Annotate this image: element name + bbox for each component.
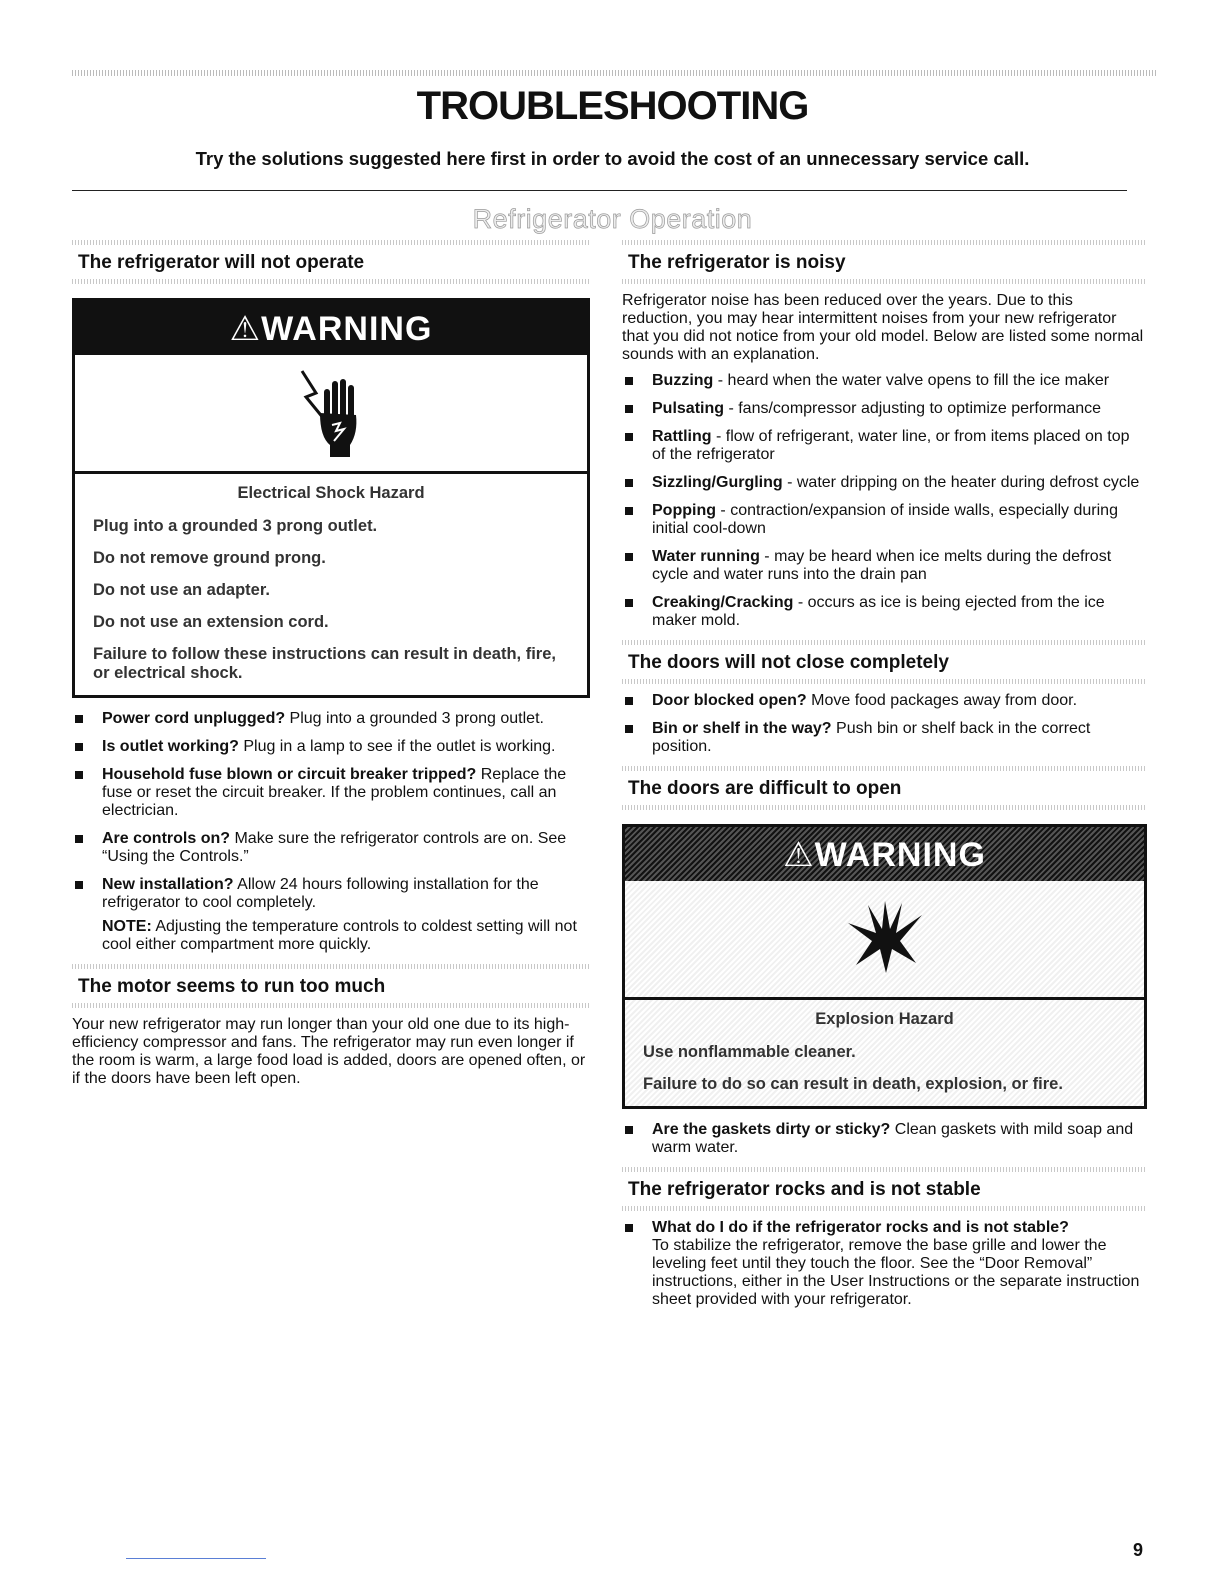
warning-icon-area [625, 881, 1144, 1000]
subhead-label: The refrigerator rocks and is not stable [628, 1179, 981, 1200]
list-item [622, 720, 1147, 756]
item-lead: Popping [652, 502, 716, 519]
warning-line: Failure to do so can result in death, explosion, or fire. [643, 1075, 1063, 1093]
item-lead: Are controls on? [102, 830, 231, 847]
list-item [622, 474, 1147, 492]
subhead-doors-open [622, 766, 1147, 810]
item-text: Clean gaskets with mild soap and warm water. [652, 1121, 1134, 1156]
warning-line: Use nonflammable cleaner. [643, 1043, 856, 1061]
subhead-label: The doors will not close completely [628, 652, 949, 673]
subhead-not-operate [72, 240, 590, 284]
list-item [72, 876, 590, 954]
right-column [622, 240, 1147, 1319]
list-item [622, 372, 1147, 390]
item-lead: What do I do if the refrigerator rocks and is not stable? [652, 1219, 1069, 1236]
item-lead: Is outlet working? [102, 738, 239, 755]
item-lead: Power cord unplugged? [102, 710, 286, 727]
header-rule [72, 190, 1127, 191]
page-subtitle: Try the solutions suggested here first in order to avoid the cost of an unnecessary service call. [195, 148, 1030, 169]
note-text: Adjusting the temperature controls to coldest setting will not cool either compartment more quickly. [102, 918, 577, 953]
item-text: Plug in a lamp to see if the outlet is working. [238, 738, 556, 755]
subhead-noisy [622, 240, 1147, 284]
list-item [622, 502, 1147, 538]
warning-text [75, 474, 587, 695]
item-text: - water dripping on the heater during defrost cycle [782, 474, 1140, 491]
motor-body: Your new refrigerator may run longer than your old one due to its high-efficiency compressor and fans. The refrigerator may run even longer if the room is warm, a large food load is added, doors are opened often, or if the doors have been left open. [72, 1016, 586, 1087]
warning-line: Plug into a grounded 3 prong outlet. [93, 517, 378, 535]
item-text: - fans/compressor adjusting to optimize performance [724, 400, 1102, 417]
note-lead: NOTE: [102, 918, 152, 935]
bullet-list-not-operate [72, 710, 590, 954]
item-text: - flow of refrigerant, water line, or from items placed on top of the refrigerator [652, 428, 1130, 463]
warning-box-explosion [622, 824, 1147, 1109]
section-title: Refrigerator Operation [472, 204, 753, 234]
item-text: - contraction/expansion of inside walls, especially during initial cool-down [652, 502, 1118, 537]
item-text: Move food packages away from door. [806, 692, 1078, 709]
item-text: Allow 24 hours following installation for the refrigerator to cool completely. [102, 876, 539, 911]
noisy-intro: Refrigerator noise has been reduced over the years. Due to this reduction, you may hear intermittent noises from your new refrigerator that you did not notice from your old model. Below are listed some normal sounds with an explanation. [622, 292, 1144, 363]
list-item [622, 548, 1147, 584]
warning-line: Do not remove ground prong. [93, 549, 326, 567]
item-text: Replace the fuse or reset the circuit breaker. If the problem continues, call an electrician. [102, 766, 567, 819]
warning-banner: ⚠WARNING [75, 301, 587, 355]
list-item [622, 594, 1147, 630]
list-item [622, 400, 1147, 418]
item-lead: Sizzling/Gurgling [652, 474, 783, 491]
list-item [622, 428, 1147, 464]
item-lead: Water running [652, 548, 760, 565]
subhead-doors-close [622, 640, 1147, 684]
item-text: Plug into a grounded 3 prong outlet. [285, 710, 544, 727]
item-text: - heard when the water valve opens to fill the ice maker [713, 372, 1110, 389]
subhead-label: The motor seems to run too much [78, 976, 386, 997]
subhead-label: The refrigerator will not operate [78, 252, 365, 273]
item-lead: Household fuse blown or circuit breaker tripped? [102, 766, 477, 783]
hazard-title: Electrical Shock Hazard [237, 484, 425, 502]
subhead-label: The refrigerator is noisy [628, 252, 846, 273]
explosion-icon [842, 893, 928, 977]
warning-box-electrical [72, 298, 590, 698]
warning-banner: ⚠WARNING [625, 827, 1144, 881]
item-text: - occurs as ice is being ejected from the ice maker mold. [652, 594, 1105, 629]
subhead-label: The doors are difficult to open [628, 778, 902, 799]
list-item [72, 738, 590, 756]
hazard-title: Explosion Hazard [815, 1010, 954, 1028]
list-item [622, 692, 1147, 710]
item-text: Make sure the refrigerator controls are on. See “Using the Controls.” [102, 830, 567, 865]
page-number: 9 [1132, 1540, 1143, 1560]
item-lead: Door blocked open? [652, 692, 807, 709]
left-column [72, 240, 590, 1096]
footer-line [126, 1558, 266, 1559]
warning-text [625, 1000, 1144, 1106]
note [102, 918, 590, 954]
list-item [622, 1121, 1147, 1157]
warning-line: Do not use an adapter. [93, 581, 270, 599]
item-lead: Are the gaskets dirty or sticky? [652, 1121, 891, 1138]
item-text: - may be heard when ice melts during the defrost cycle and water runs into the drain pan [652, 548, 1112, 583]
list-item [72, 710, 590, 728]
item-text: To stabilize the refrigerator, remove the base grille and lower the leveling feet until they touch the floor. See the “Door Removal” instructions, either in the User Instructions or the separate instruction sheet provided with your refrigerator. [652, 1237, 1140, 1308]
subhead-rocks [622, 1167, 1147, 1211]
warning-line: Failure to follow these instructions can result in death, fire, or electrical shock. [93, 645, 556, 682]
list-item [622, 1219, 1147, 1309]
item-lead: Buzzing [652, 372, 714, 389]
warning-icon-area [75, 355, 587, 474]
item-lead: New installation? [102, 876, 234, 893]
item-lead: Rattling [652, 428, 712, 445]
warning-line: Do not use an extension cord. [93, 613, 329, 631]
item-text: Push bin or shelf back in the correct position. [652, 720, 1091, 755]
bullet-list-doors-open [622, 1121, 1147, 1157]
electrical-shock-hand-icon [296, 367, 366, 459]
top-decorative-bar [72, 70, 1157, 76]
bullet-list-rocks [622, 1219, 1147, 1309]
item-lead: Creaking/Cracking [652, 594, 794, 611]
list-item [72, 830, 590, 866]
item-lead: Bin or shelf in the way? [652, 720, 832, 737]
bullet-list-doors-close [622, 692, 1147, 756]
list-item [72, 766, 590, 820]
page-title: TROUBLESHOOTING [416, 84, 809, 128]
item-lead: Pulsating [652, 400, 725, 417]
bullet-list-noisy [622, 372, 1147, 630]
subhead-motor [72, 964, 590, 1008]
